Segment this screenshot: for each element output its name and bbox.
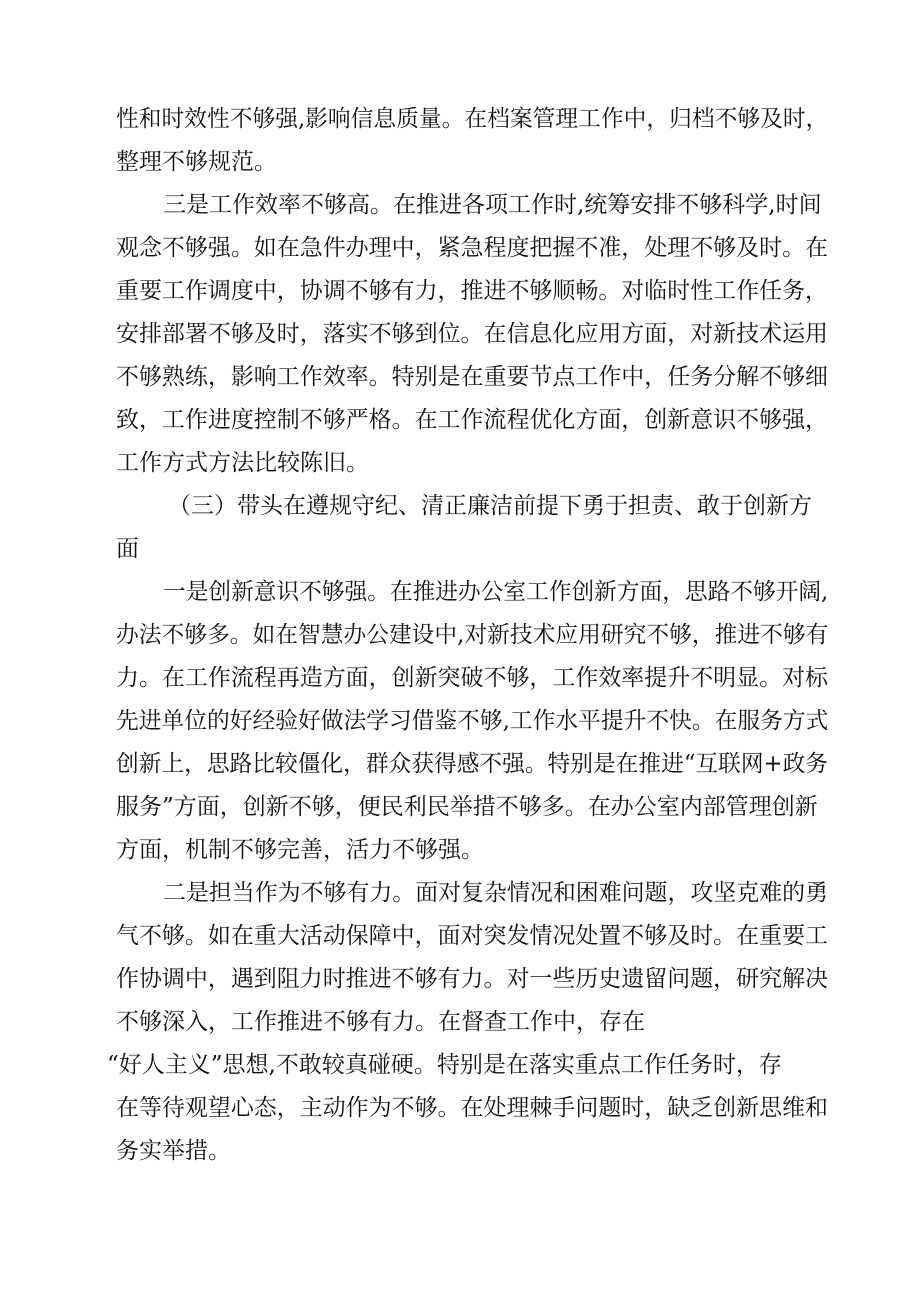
text-line: 办法不够多。如在智慧办公建设中,对新技术应用研究不够，推进不够有 — [116, 622, 829, 648]
text-line: 致，工作进度控制不够严格。在工作流程优化方面，创新意识不够强， — [116, 407, 829, 433]
text-line: “好人主义”思想,不敢较真碰硬。特别是在落实重点工作任务时，存 — [107, 1052, 782, 1078]
section-heading: 面 — [116, 536, 139, 562]
text-line: 观念不够强。如在急件办理中，紧急程度把握不准，处理不够及时。在 — [116, 235, 829, 261]
text-line: 方面，机制不够完善，活力不够强。 — [116, 837, 484, 863]
text-line: 工作方式方法比较陈旧。 — [116, 450, 369, 476]
text-line: 务实举措。 — [116, 1138, 231, 1164]
text-line: 在等待观望心态，主动作为不够。在处理棘手问题时，缺乏创新思维和 — [116, 1095, 829, 1121]
text-line: 作协调中，遇到阻力时推进不够有力。对一些历史遗留问题，研究解决 — [116, 966, 829, 992]
text-line: 整理不够规范。 — [116, 149, 277, 175]
text-line: 力。在工作流程再造方面，创新突破不够，工作效率提升不明显。对标 — [116, 665, 829, 691]
text-line: 安排部署不够及时，落实不够到位。在信息化应用方面，对新技术运用 — [116, 321, 829, 347]
text-line: 重要工作调度中，协调不够有力，推进不够顺畅。对临时性工作任务， — [116, 278, 829, 304]
text-line: 一是创新意识不够强。在推进办公室工作创新方面，思路不够开阔, — [163, 579, 829, 605]
text-line: 先进单位的好经验好做法学习借鉴不够,工作水平提升不快。在服务方式 — [116, 708, 829, 734]
text-line: 不够熟练，影响工作效率。特别是在重要节点工作中，任务分解不够细 — [116, 364, 829, 390]
text-line: 创新上，思路比较僵化，群众获得感不强。特别是在推进“互联网+政务 — [116, 751, 829, 777]
text-line: 三是工作效率不够高。在推进各项工作时,统筹安排不够科学,时间 — [163, 192, 822, 218]
text-line: 二是担当作为不够有力。面对复杂情况和困难问题，攻坚克难的勇 — [163, 880, 828, 906]
text-line: 性和时效性不够强,影响信息质量。在档案管理工作中，归档不够及时， — [116, 106, 829, 132]
text-line: 不够深入，工作推进不够有力。在督查工作中，存在 — [116, 1009, 645, 1035]
text-line: 服务”方面，创新不够，便民利民举措不够多。在办公室内部管理创新 — [116, 794, 818, 820]
text-line: 气不够。如在重大活动保障中，面对突发情况处置不够及时。在重要工 — [116, 923, 829, 949]
section-heading: （三）带头在遵规守纪、清正廉洁前提下勇于担责、敢于创新方 — [168, 493, 812, 519]
